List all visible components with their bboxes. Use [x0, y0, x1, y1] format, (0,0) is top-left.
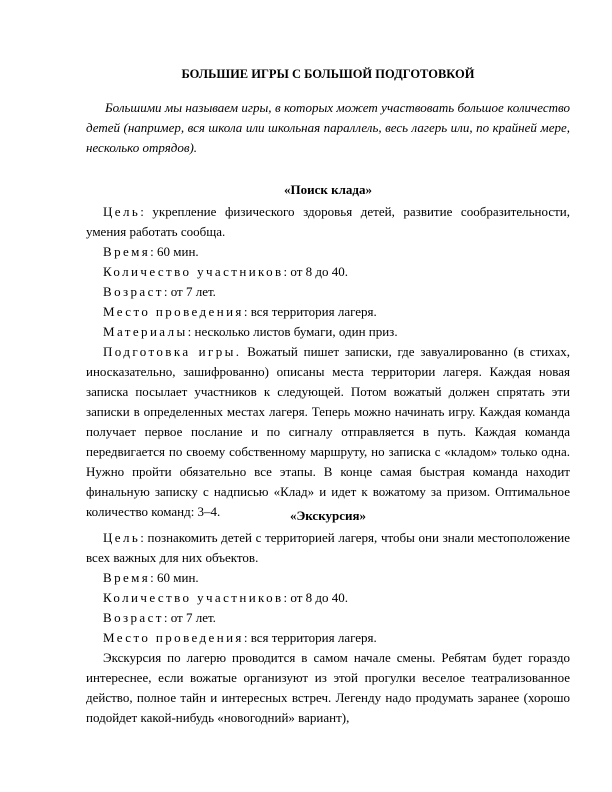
- prep-label: Подготовка игры.: [103, 344, 242, 359]
- place-label: Место проведения: [103, 304, 244, 319]
- goal-label: Цель: [103, 530, 141, 545]
- participants-text: от 8 до 40.: [290, 264, 349, 279]
- intro-paragraph: Большими мы называем игры, в которых может участвовать большое количество детей (например, вся школа или школьная параллель, весь лагерь или, по крайней мере, несколько отрядов).: [86, 100, 570, 155]
- game-participants: Количество участников: от 8 до 40.: [103, 590, 349, 605]
- time-label: Время: [103, 244, 151, 259]
- age-label: Возраст: [103, 610, 164, 625]
- place-text: вся территория лагеря.: [250, 304, 377, 319]
- place-text: вся территория лагеря.: [250, 630, 377, 645]
- participants-label: Количество участников: [103, 264, 284, 279]
- game-goal: Цель: укрепление физического здоровья детей, развитие сообразительности, умения работать сообща.: [86, 204, 570, 239]
- age-text: от 7 лет.: [170, 284, 216, 299]
- game-place: Место проведения: вся территория лагеря.: [103, 630, 377, 645]
- game-title-treasure-hunt: «Поиск клада»: [284, 182, 372, 197]
- game-time: Время: 60 мин.: [103, 244, 199, 259]
- time-text: 60 мин.: [157, 570, 199, 585]
- time-label: Время: [103, 570, 151, 585]
- game-time: Время: 60 мин.: [103, 570, 199, 585]
- goal-text: познакомить детей с территорией лагеря, чтобы они знали местоположение всех важных для них объектов.: [86, 530, 570, 565]
- time-text: 60 мин.: [157, 244, 199, 259]
- age-text: от 7 лет.: [170, 610, 216, 625]
- game-age: Возраст: от 7 лет.: [103, 284, 216, 299]
- goal-label: Цель: [103, 204, 141, 219]
- game-description: Экскурсия по лагерю проводится в самом начале смены. Ребятам будет гораздо интереснее, если вожатые организуют из этой прогулки веселое театрализованное действо, полное тайн и интересных встреч. Легенду надо продумать заранее (хорошо подойдет какой-нибудь «новогодний» вариант),: [86, 650, 570, 725]
- goal-text: укрепление физического здоровья детей, развитие сообразительности, умения работать сообща.: [86, 204, 570, 239]
- page-title: БОЛЬШИЕ ИГРЫ С БОЛЬШОЙ ПОДГОТОВКОЙ: [181, 67, 475, 81]
- materials-text: несколько листов бумаги, один приз.: [194, 324, 398, 339]
- game-age: Возраст: от 7 лет.: [103, 610, 216, 625]
- game-participants: Количество участников: от 8 до 40.: [103, 264, 349, 279]
- game-materials: Материалы: несколько листов бумаги, один приз.: [103, 324, 398, 339]
- participants-text: от 8 до 40.: [290, 590, 349, 605]
- game-preparation: [86, 342, 570, 522]
- participants-label: Количество участников: [103, 590, 284, 605]
- place-label: Место проведения: [103, 630, 244, 645]
- game-title-excursion: «Экскурсия»: [289, 508, 367, 523]
- game-place: Место проведения: вся территория лагеря.: [103, 304, 377, 319]
- materials-label: Материалы: [103, 324, 188, 339]
- game-goal: Цель: познакомить детей с территорией лагеря, чтобы они знали местоположение всех важных для них объектов.: [86, 530, 570, 565]
- prep-text: Вожатый пишет записки, где завуалированно (в стихах, иносказательно, зашифрованно) описаны места территории лагеря. Каждая новая записка посылает участников к следующей. Потом вожатый должен спрятать эти записки в определенных местах лагеря. Теперь можно начинать игру. Каждая команда получает первое послание и по сигналу отправляется в путь. Каждая команда передвигается по своему собственному маршруту, но записка с «кладом» только одна. Нужно пройти обязательно все этапы. В конце самая быстрая команда находит финальную записку с надписью «Клад» и идет к вожатому за призом. Оптимальное количество команд: 3–4.: [86, 344, 571, 519]
- age-label: Возраст: [103, 284, 164, 299]
